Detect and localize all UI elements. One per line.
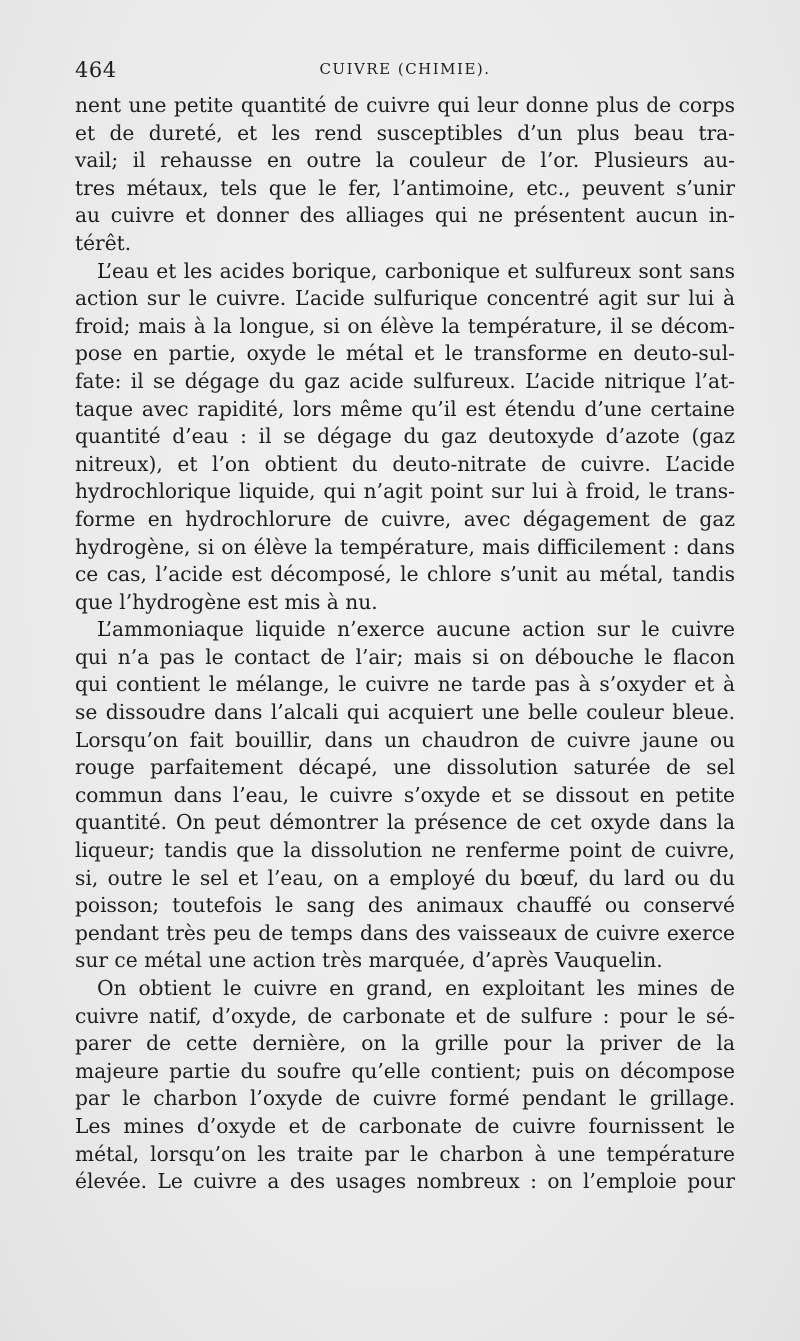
text-line: sur ce métal une action très marquée, d’après Vauquelin. bbox=[75, 948, 663, 973]
text-line: Les mines d’oxyde et de carbonate de cuivre fournissent le bbox=[75, 1113, 735, 1138]
paragraph-acids bbox=[75, 258, 735, 617]
text-line: fate: il se dégage du gaz acide sulfureux. L’acide nitrique l’at- bbox=[75, 368, 735, 393]
text-line: ce cas, l’acide est décomposé, le chlore s’unit au métal, tandis bbox=[75, 562, 735, 587]
text-line: si, outre le sel et l’eau, on a employé du bœuf, du lard ou du bbox=[75, 865, 735, 890]
text-line: quantité d’eau : il se dégage du gaz deutoxyde d’azote (gaz bbox=[75, 424, 735, 449]
text-line: hydrogène, si on élève la température, mais difficilement : dans bbox=[75, 534, 735, 559]
running-title: CUIVRE (CHIMIE). bbox=[319, 60, 491, 78]
text-line: que l’hydrogène est mis à nu. bbox=[75, 589, 378, 614]
page-number: 464 bbox=[75, 58, 117, 82]
paragraph-production bbox=[75, 975, 735, 1196]
text-line: taque avec rapidité, lors même qu’il est étendu d’une certaine bbox=[75, 396, 735, 421]
text-line: L’eau et les acides borique, carbonique et sulfureux sont sans bbox=[97, 258, 735, 283]
text-line: tres métaux, tels que le fer, l’antimoine, etc., peuvent s’unir bbox=[75, 175, 735, 200]
text-line: action sur le cuivre. L’acide sulfurique concentré agit sur lui à bbox=[75, 286, 735, 311]
text-line: froid; mais à la longue, si on élève la température, il se décom- bbox=[75, 313, 735, 338]
paragraph-alloys bbox=[75, 92, 735, 258]
text-line: qui n’a pas le contact de l’air; mais si on débouche le flacon bbox=[75, 644, 735, 669]
text-line: majeure partie du soufre qu’elle contient; puis on décompose bbox=[75, 1058, 735, 1083]
text-line: vail; il rehausse en outre la couleur de l’or. Plusieurs au- bbox=[75, 148, 735, 173]
text-line: pose en partie, oxyde le métal et le transforme en deuto-sul- bbox=[75, 341, 735, 366]
body-text bbox=[75, 92, 735, 1196]
text-line: parer de cette dernière, on la grille pour la priver de la bbox=[75, 1031, 735, 1056]
page-header bbox=[75, 58, 735, 90]
text-line: pendant très peu de temps dans des vaisseaux de cuivre exerce bbox=[75, 920, 735, 945]
text-line: quantité. On peut démontrer la présence de cet oxyde dans la bbox=[75, 810, 735, 835]
text-line: qui contient le mélange, le cuivre ne tarde pas à s’oxyder et à bbox=[75, 672, 735, 697]
text-line: nent une petite quantité de cuivre qui leur donne plus de corps bbox=[75, 93, 735, 117]
text-line: et de dureté, et les rend susceptibles d’un plus beau tra- bbox=[75, 120, 735, 145]
text-line: élevée. Le cuivre a des usages nombreux : on l’emploie pour bbox=[75, 1169, 735, 1194]
text-line: métal, lorsqu’on les traite par le charbon à une température bbox=[75, 1141, 735, 1166]
text-line: hydrochlorique liquide, qui n’agit point sur lui à froid, le trans- bbox=[75, 479, 735, 504]
text-line: au cuivre et donner des alliages qui ne présentent aucun in- bbox=[75, 203, 735, 228]
text-line: par le charbon l’oxyde de cuivre formé pendant le grillage. bbox=[75, 1086, 735, 1111]
text-line: térêt. bbox=[75, 230, 132, 255]
text-line: rouge parfaitement décapé, une dissolution saturée de sel bbox=[75, 755, 735, 780]
text-line: commun dans l’eau, le cuivre s’oxyde et se dissout en petite bbox=[75, 782, 735, 807]
text-line: se dissoudre dans l’alcali qui acquiert une belle couleur bleue. bbox=[75, 700, 735, 725]
text-line: cuivre natif, d’oxyde, de carbonate et de sulfure : pour le sé- bbox=[75, 1003, 735, 1028]
text-line: forme en hydrochlorure de cuivre, avec dégagement de gaz bbox=[75, 506, 735, 531]
text-line: On obtient le cuivre en grand, en exploitant les mines de bbox=[97, 976, 735, 1000]
paragraph-ammonia bbox=[75, 616, 735, 975]
text-line: L’ammoniaque liquide n’exerce aucune action sur le cuivre bbox=[97, 617, 735, 642]
text-line: Lorsqu’on fait bouillir, dans un chaudron de cuivre jaune ou bbox=[75, 727, 735, 752]
text-line: nitreux), et l’on obtient du deuto-nitrate de cuivre. L’acide bbox=[75, 451, 735, 476]
text-line: liqueur; tandis que la dissolution ne renferme point de cuivre, bbox=[75, 838, 735, 863]
text-line: poisson; toutefois le sang des animaux chauffé ou conservé bbox=[75, 893, 735, 918]
